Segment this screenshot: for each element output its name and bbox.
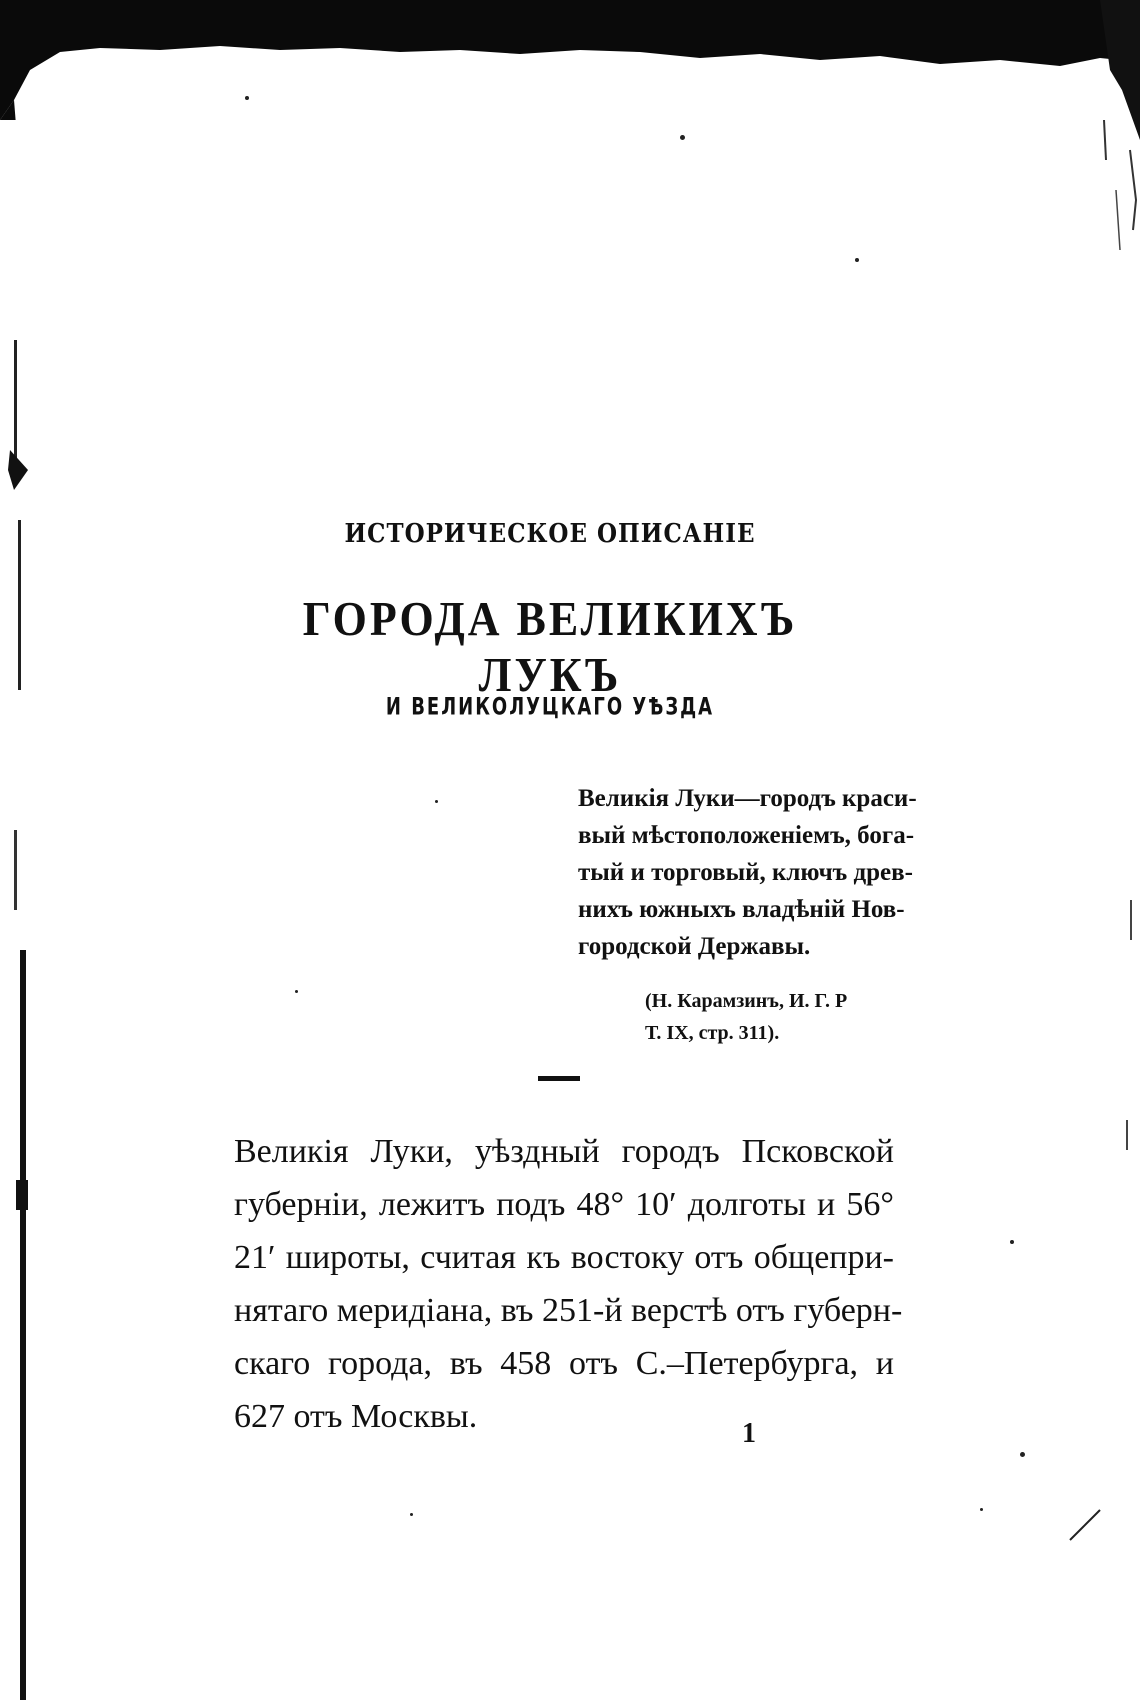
title-line-2: ГОРОДА ВЕЛИКИХЪ ЛУКЪ xyxy=(302,592,798,702)
body-line: губерніи, лежитъ подъ 48° 10′ долготы и 56° xyxy=(234,1186,894,1223)
page-number: 1 xyxy=(742,1418,756,1449)
citation-line: (Н. Карамзинъ, И. Г. Р xyxy=(645,990,848,1012)
epigraph-line: нихъ южныхъ владѣній Нов- xyxy=(578,896,905,923)
epigraph xyxy=(578,780,917,965)
body-line: Великія Луки, уѣздный городъ Псковской xyxy=(234,1133,894,1170)
body-line: нятаго меридіана, въ 251-й верстѣ отъ губерн- xyxy=(234,1292,903,1329)
scan-speck xyxy=(980,1508,983,1511)
scan-speck xyxy=(1020,1452,1025,1457)
scan-edge-top xyxy=(0,0,1140,120)
body-line: 627 отъ Москвы. xyxy=(234,1398,478,1435)
scan-edge-left xyxy=(0,0,40,1700)
scan-speck xyxy=(680,135,685,140)
scan-edge-right xyxy=(1060,0,1140,1700)
scan-speck xyxy=(410,1513,413,1516)
epigraph-line: вый мѣстоположеніемъ, бога- xyxy=(578,822,915,849)
epigraph-line: Великія Луки—городъ краси- xyxy=(578,785,917,812)
scan-speck xyxy=(1010,1240,1014,1244)
body-line: скаго города, въ 458 отъ С.–Петербурга, и xyxy=(234,1345,894,1382)
epigraph-citation xyxy=(645,985,890,1049)
scan-speck xyxy=(295,990,298,993)
body-line: 21′ широты, считая къ востоку отъ общепри- xyxy=(234,1239,894,1276)
epigraph-line: тый и торговый, ключъ древ- xyxy=(578,859,913,886)
scan-speck xyxy=(245,96,249,100)
title-line-3: И ВЕЛИКОЛУЦКАГО УѢЗДА xyxy=(385,691,715,721)
section-rule xyxy=(538,1076,580,1081)
body-paragraph xyxy=(234,1125,903,1443)
citation-line: Т. IX, стр. 311). xyxy=(645,1022,780,1044)
scan-speck xyxy=(855,258,859,262)
title-line-1: ИСТОРИЧЕСКОЕ ОПИСАНІЕ xyxy=(344,517,756,550)
epigraph-line: городской Державы. xyxy=(578,933,811,960)
scan-speck xyxy=(435,800,438,803)
